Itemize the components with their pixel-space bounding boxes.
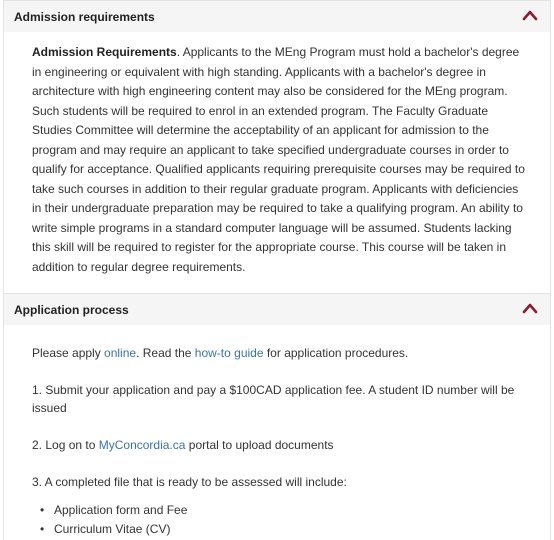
- application-process-panel: [3, 293, 551, 540]
- admission-requirements-text: [32, 43, 530, 277]
- admission-requirements-header[interactable]: [4, 1, 550, 32]
- how-to-guide-link[interactable]: how-to guide: [194, 346, 264, 360]
- apply-online-link[interactable]: online: [104, 346, 137, 360]
- apply-text-after: for application procedures.: [263, 346, 409, 360]
- apply-paragraph: [32, 344, 530, 362]
- bullet-icon: •: [40, 503, 45, 517]
- document-application-form: Application form and Fee: [54, 503, 188, 517]
- admission-requirements-lead: Admission Requirements: [32, 45, 177, 59]
- myconcordia-link[interactable]: MyConcordia.ca: [98, 438, 186, 452]
- admission-requirements-body: . Applicants to the MEng Program must hold a bachelor's degree in engineering or equivalent with high standing. Applicants with a bachelor's degree in architecture with high engineering content may also be considered for the MEng program. Such students will be required to enrol in an extended program. The Faculty Graduate Studies Committee will determine the acceptability of an applicant for admission to the program and may require an applicant to take specified undergraduate courses in order to qualify for acceptance. Qualified applicants requiring prerequisite courses may be required to take such courses in addition to their regular graduate program. Applicants with deficiencies in their undergraduate preparation may be required to take a qualifying program. An ability to write simple programs in a standard computer language will be assumed. Students lacking this skill will be required to register for the appropriate course. This course will be taken in addition to regular degree requirements.: [32, 45, 525, 274]
- application-process-header[interactable]: [4, 294, 550, 325]
- chevron-up-icon[interactable]: [522, 302, 538, 314]
- step-1: 1. Submit your application and pay a $100CAD application fee. A student ID number will be issued: [32, 383, 515, 415]
- admission-requirements-title: Admission requirements: [14, 10, 155, 24]
- document-cv: Curriculum Vitae (CV): [54, 522, 171, 536]
- apply-text-middle: . Read the: [136, 346, 195, 360]
- chevron-up-icon[interactable]: [522, 9, 538, 21]
- admission-requirements-panel: [3, 0, 551, 295]
- step-2-before: 2. Log on to: [32, 438, 99, 452]
- apply-text-before: Please apply: [32, 346, 105, 360]
- step-3: 3. A completed file that is ready to be assessed will include:: [32, 475, 347, 489]
- bullet-icon: •: [40, 522, 45, 536]
- application-process-title: Application process: [14, 303, 129, 317]
- list-item: [40, 520, 530, 538]
- step-2-after: portal to upload documents: [185, 438, 334, 452]
- list-item: [40, 501, 530, 519]
- required-documents-list: [40, 501, 530, 538]
- step-2: [32, 436, 530, 454]
- application-process-text: [32, 344, 530, 539]
